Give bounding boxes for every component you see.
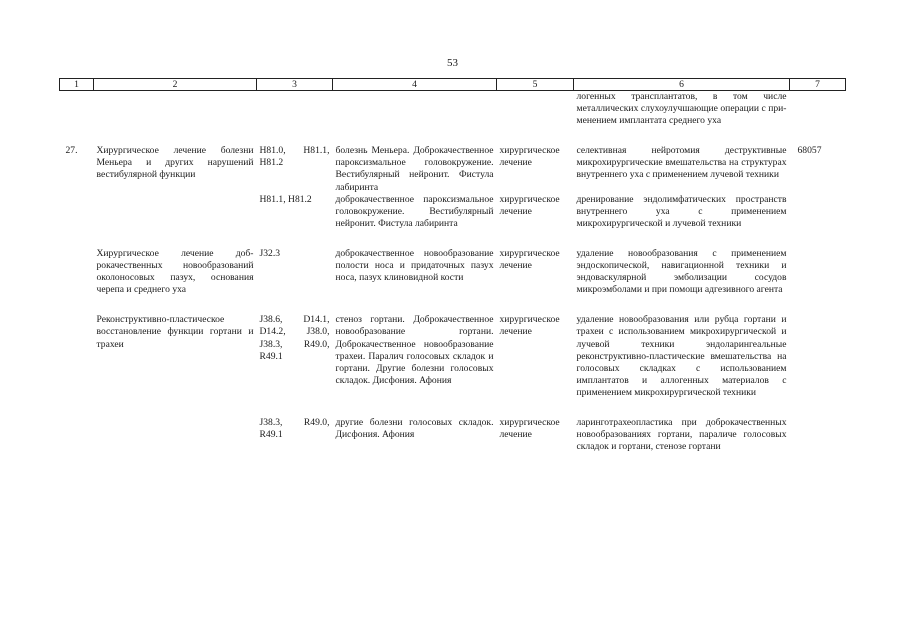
icd-codes: J38.6, D14.1, D14.2, J38.0, J38.3, R49.0, R49.1 — [259, 314, 330, 362]
row-number — [60, 417, 94, 453]
treatment-method: селективная нейротомия деструктивные микрохирургические вмешательства на структурах внутреннего уха с применением лучевой техники — [576, 145, 787, 181]
page-number: 53 — [447, 57, 458, 69]
treatment-type: хирургическое лечение — [499, 314, 560, 338]
table-row — [60, 248, 846, 296]
treatment-type — [497, 91, 574, 128]
treatment-type: хирургическое лечение — [499, 193, 560, 217]
patient-model: болезнь Меньера. Доброкачественное пароксизмальное головокружение. Вестибулярный нейронит. Фистула лабиринта — [335, 145, 494, 193]
cost-value — [790, 314, 846, 399]
cost-value — [790, 91, 846, 128]
row-number — [60, 91, 94, 128]
column-header: 6 — [574, 79, 790, 91]
patient-model: доброкачественное пароксизмальное головокружение. Вестибулярный нейронит. Фистула лабиринта — [335, 193, 494, 229]
treatment-type: хирургическое лечение — [499, 145, 560, 169]
patient-model: стеноз гортани. Доброкачественное новообразование гортани. Доброкачественное новообразование трахеи. Паралич голосовых складок и гортани. Другие болезни голосовых складок. Дисфония. Афония — [335, 314, 494, 386]
cost-value — [790, 248, 846, 296]
table-row — [60, 91, 846, 128]
intervention-name — [94, 91, 257, 128]
row-number — [60, 314, 94, 399]
treatment-method: ларинготрахеопластика при доброкачественных новообразованиях гортани, параличе голосовых складок и гортани, стенозе гортани — [576, 416, 787, 453]
intervention-name — [94, 417, 257, 453]
treatment-method: дренирование эндолимфатических пространств внутреннего уха с применением микрохирургической и лучевой техники — [576, 193, 787, 229]
icd-codes: J32.3 — [259, 247, 281, 259]
table-row — [60, 417, 846, 453]
column-header: 5 — [497, 79, 574, 91]
column-header: 7 — [790, 79, 846, 91]
table-row — [60, 145, 846, 193]
treatment-method: удаление новообразования или рубца гортани и трахеи с использованием микрохирургической и лучевой техники эндоларингеальные реконструктивно-пластические вмешательства на голосовых складках с использованием имплантатов и аллогенных материалов с применением микрохирургической техники — [576, 314, 787, 398]
row-number — [60, 248, 94, 296]
column-header: 2 — [94, 79, 257, 91]
icd-codes: H81.1, H81.2 — [259, 193, 312, 205]
intervention-name — [94, 194, 257, 230]
icd-codes — [257, 91, 333, 128]
cost-value: 68057 — [797, 145, 822, 157]
treatment-type: хирургическое лечение — [499, 416, 560, 441]
row-number — [60, 194, 94, 230]
patient-model — [333, 91, 497, 128]
column-header: 1 — [60, 79, 94, 91]
table-row — [60, 314, 846, 399]
cost-value — [790, 417, 846, 453]
patient-model: другие болезни голосовых складок. Дисфония. Афония — [335, 416, 494, 441]
treatment-method: удаление новообразования с применением эндоскопической, навигационной техники и эндоваскулярной эмболизации сосудов микроэмболами и при помощи адгезивного агента — [576, 247, 787, 296]
cost-value — [790, 194, 846, 230]
icd-codes: H81.0, H81.1, H81.2 — [259, 145, 330, 169]
column-number-row — [60, 79, 846, 91]
procedures-table — [59, 78, 846, 453]
intervention-name: Хирургическое лечение болезни Меньера и других нарушений вестибулярной функции — [96, 145, 254, 181]
patient-model: доброкачественное новообразование полости носа и придаточных пазух носа, пазух клиновидной кости — [335, 247, 494, 284]
treatment-type: хирургическое лечение — [499, 247, 560, 272]
row-number: 27. — [65, 145, 78, 157]
table-row — [60, 194, 846, 230]
column-header: 4 — [333, 79, 497, 91]
treatment-method: логенных трансплантатов, в том числе металлических слухоулучшающие операции с применением имплантата среднего уха — [576, 91, 787, 127]
intervention-name: Хирургическое лечение доброкачественных новообразований околоносовых пазух, основания черепа и среднего уха — [96, 247, 254, 296]
icd-codes: J38.3, R49.0, R49.1 — [259, 416, 330, 441]
column-header: 3 — [257, 79, 333, 91]
intervention-name: Реконструктивно-пластическое восстановление функции гортани и трахеи — [96, 314, 254, 350]
